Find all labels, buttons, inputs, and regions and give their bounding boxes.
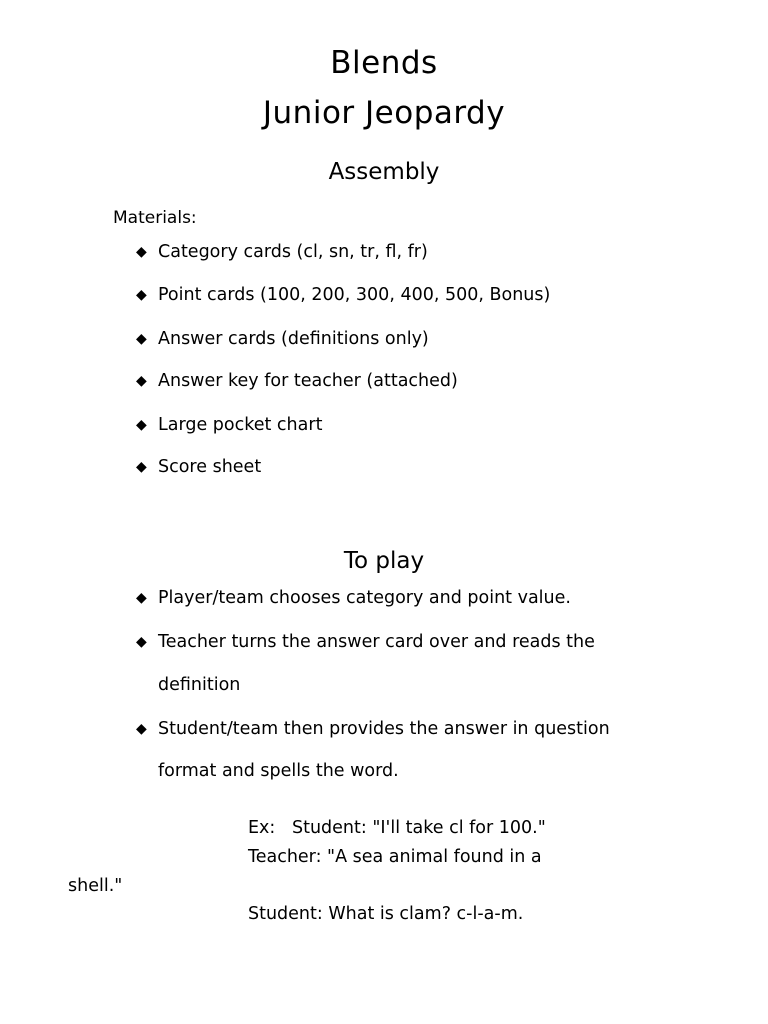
to-play-item-text-continued: format and spells the word. (158, 761, 399, 781)
materials-item-text: Answer key for teacher (attached) (158, 371, 458, 391)
diamond-bullet-icon: ◆ (136, 417, 147, 433)
example-line: Student: What is clam? c-l-a-m. (248, 904, 524, 924)
example-line: Teacher: "A sea animal found in a (248, 847, 542, 867)
diamond-bullet-icon: ◆ (136, 721, 147, 737)
example-line: Ex: Student: "I'll take cl for 100." (248, 818, 546, 838)
materials-item-text: Category cards (cl, sn, tr, fl, fr) (158, 242, 428, 262)
assembly-heading: Assembly (328, 159, 440, 185)
diamond-bullet-icon: ◆ (136, 459, 147, 475)
example-line: shell." (68, 876, 123, 896)
to-play-item-text: Teacher turns the answer card over and reads the (158, 632, 595, 652)
materials-item-text: Point cards (100, 200, 300, 400, 500, Bonus) (158, 285, 551, 305)
document-title: Blends (330, 45, 438, 81)
materials-item-text: Answer cards (definitions only) (158, 329, 429, 349)
to-play-item-text: Student/team then provides the answer in question (158, 719, 610, 739)
diamond-bullet-icon: ◆ (136, 331, 147, 347)
to-play-item-text-continued: definition (158, 675, 241, 695)
diamond-bullet-icon: ◆ (136, 373, 147, 389)
diamond-bullet-icon: ◆ (136, 287, 147, 303)
materials-item-text: Score sheet (158, 457, 262, 477)
materials-label: Materials: (113, 208, 197, 228)
to-play-item-text: Player/team chooses category and point value. (158, 588, 571, 608)
diamond-bullet-icon: ◆ (136, 590, 147, 606)
to-play-heading: To play (343, 548, 425, 574)
document-subtitle: Junior Jeopardy (262, 95, 506, 131)
diamond-bullet-icon: ◆ (136, 634, 147, 650)
materials-item-text: Large pocket chart (158, 415, 323, 435)
diamond-bullet-icon: ◆ (136, 244, 147, 260)
